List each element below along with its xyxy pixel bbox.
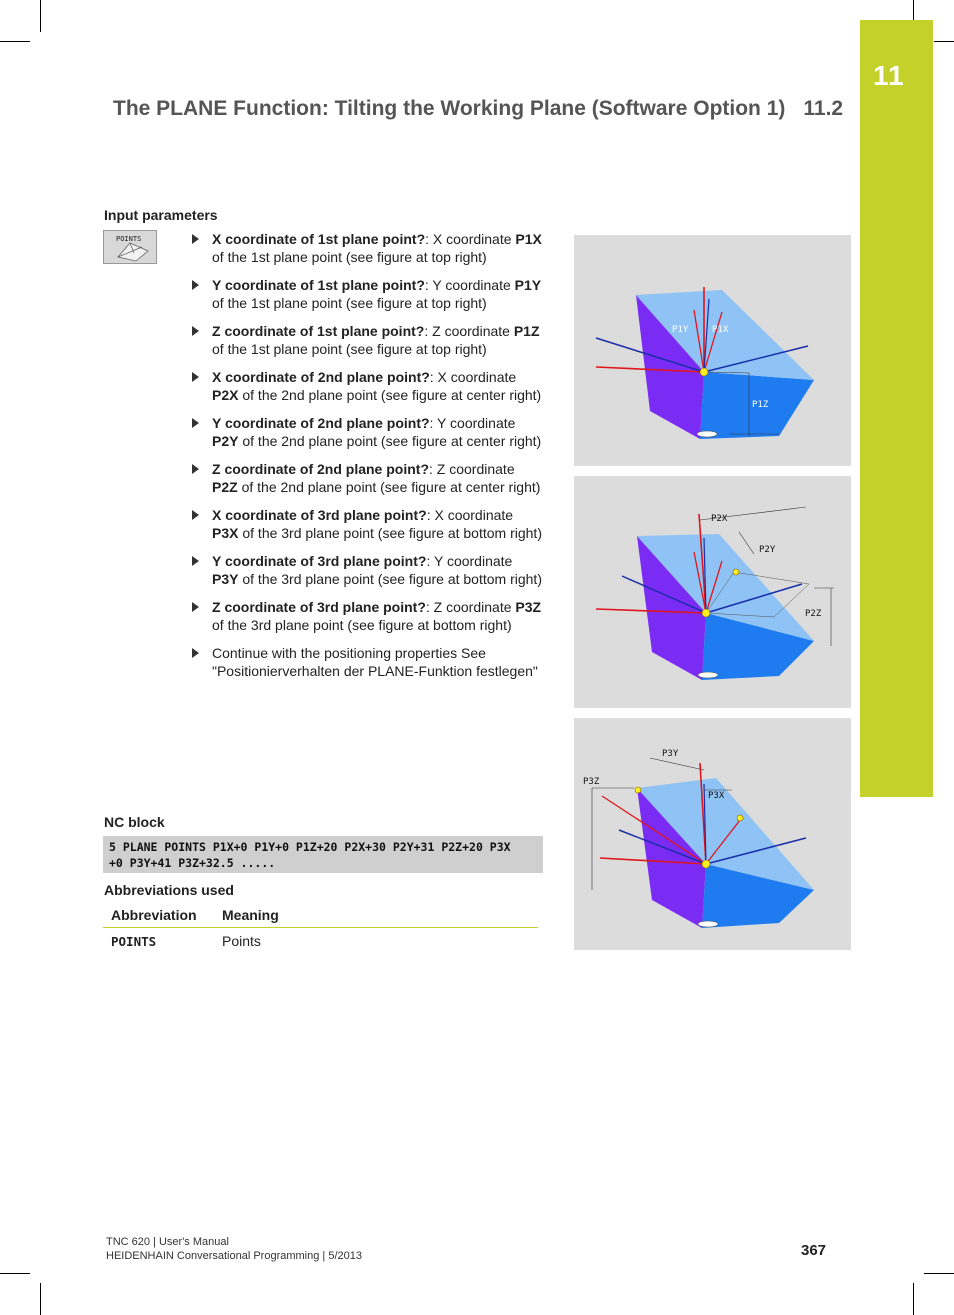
- figure-label: P1Z: [752, 400, 769, 410]
- list-item: Continue with the positioning properties See "Positionierverhalten der PLANE-Funktion festlegen": [192, 644, 542, 680]
- table-header-row: [103, 905, 538, 928]
- section-number: 11.2: [803, 97, 844, 120]
- column-header-meaning: Meaning: [214, 905, 538, 928]
- triangle-bullet-icon: [192, 280, 199, 290]
- abbreviations-heading: Abbreviations used: [104, 882, 234, 898]
- figure-label: P2Y: [759, 545, 776, 555]
- nc-line-2: +0 P3Y+41 P3Z+32.5 .....: [109, 856, 276, 870]
- list-item: Y coordinate of 2nd plane point?: Y coordinate P2Y of the 2nd plane point (see figure at center right): [192, 414, 542, 450]
- triangle-bullet-icon: [192, 510, 199, 520]
- list-item: Z coordinate of 2nd plane point?: Z coordinate P2Z of the 2nd plane point (see figure at center right): [192, 460, 542, 496]
- triangle-bullet-icon: [192, 648, 199, 658]
- plane-point-2-diagram: [574, 476, 851, 708]
- page-title: [113, 97, 843, 121]
- crop-mark: [934, 41, 954, 42]
- table-row: [103, 928, 538, 955]
- figure-label: P3X: [708, 791, 725, 801]
- figure-top-right: [574, 235, 851, 466]
- footer-line-1: TNC 620 | User's Manual: [106, 1236, 229, 1248]
- triangle-bullet-icon: [192, 418, 199, 428]
- figure-label: P2X: [711, 514, 728, 524]
- meaning-cell: Points: [222, 933, 261, 949]
- triangle-bullet-icon: [192, 602, 199, 612]
- figure-center-right: [574, 476, 851, 708]
- page-number: 367: [801, 1242, 827, 1259]
- crop-mark: [0, 41, 30, 42]
- column-header-abbreviation: Abbreviation: [103, 905, 214, 928]
- figure-label: P1X: [712, 325, 729, 335]
- list-item: X coordinate of 2nd plane point?: X coordinate P2X of the 2nd plane point (see figure at center right): [192, 368, 542, 404]
- list-item: X coordinate of 1st plane point?: X coordinate P1X of the 1st plane point (see figure at top right): [192, 230, 542, 266]
- crop-mark: [0, 1273, 30, 1274]
- parameter-list: [192, 230, 542, 690]
- triangle-bullet-icon: [192, 326, 199, 336]
- triangle-bullet-icon: [192, 464, 199, 474]
- input-parameters-heading: Input parameters: [104, 207, 218, 223]
- nc-line-1: 5 PLANE POINTS P1X+0 P1Y+0 P1Z+20 P2X+30 P2Y+31 P2Z+20 P3X: [109, 840, 511, 854]
- list-item: X coordinate of 3rd plane point?: X coordinate P3X of the 3rd plane point (see figure at bottom right): [192, 506, 542, 542]
- nc-block-heading: NC block: [104, 814, 165, 830]
- figure-label: P3Y: [662, 749, 679, 759]
- points-soft-key-icon: [104, 231, 156, 263]
- triangle-bullet-icon: [192, 372, 199, 382]
- list-item: Y coordinate of 3rd plane point?: Y coordinate P3Y of the 3rd plane point (see figure at bottom right): [192, 552, 542, 588]
- list-item: Z coordinate of 1st plane point?: Z coordinate P1Z of the 1st plane point (see figure at top right): [192, 322, 542, 358]
- list-item: Y coordinate of 1st plane point?: Y coordinate P1Y of the 1st plane point (see figure at top right): [192, 276, 542, 312]
- figure-label: P3Z: [583, 777, 600, 787]
- figure-label: P2Z: [805, 609, 822, 619]
- crop-mark: [40, 0, 41, 32]
- soft-key-label: POINTS: [116, 235, 142, 243]
- triangle-bullet-icon: [192, 556, 199, 566]
- crop-mark: [913, 0, 914, 20]
- chapter-number: 11: [873, 60, 905, 91]
- footer-line-2: HEIDENHAIN Conversational Programming | 5/2013: [106, 1250, 362, 1262]
- abbreviation-cell: POINTS: [111, 933, 157, 949]
- list-item: Z coordinate of 3rd plane point?: Z coordinate P3Z of the 3rd plane point (see figure at bottom right): [192, 598, 542, 634]
- nc-block-code: [103, 836, 543, 873]
- plane-point-3-diagram: [574, 718, 851, 950]
- abbreviations-table: [103, 905, 538, 954]
- crop-mark: [913, 1283, 914, 1315]
- chapter-tab: [860, 20, 933, 797]
- figure-label: P1Y: [672, 325, 689, 335]
- crop-mark: [924, 1273, 954, 1274]
- figure-bottom-right: [574, 718, 851, 950]
- triangle-bullet-icon: [192, 234, 199, 244]
- footer: [106, 1235, 362, 1263]
- plane-point-1-diagram: [574, 235, 851, 466]
- page-title-text: The PLANE Function: Tilting the Working Plane (Software Option 1): [113, 97, 786, 120]
- crop-mark: [40, 1283, 41, 1315]
- points-soft-key[interactable]: [103, 230, 157, 264]
